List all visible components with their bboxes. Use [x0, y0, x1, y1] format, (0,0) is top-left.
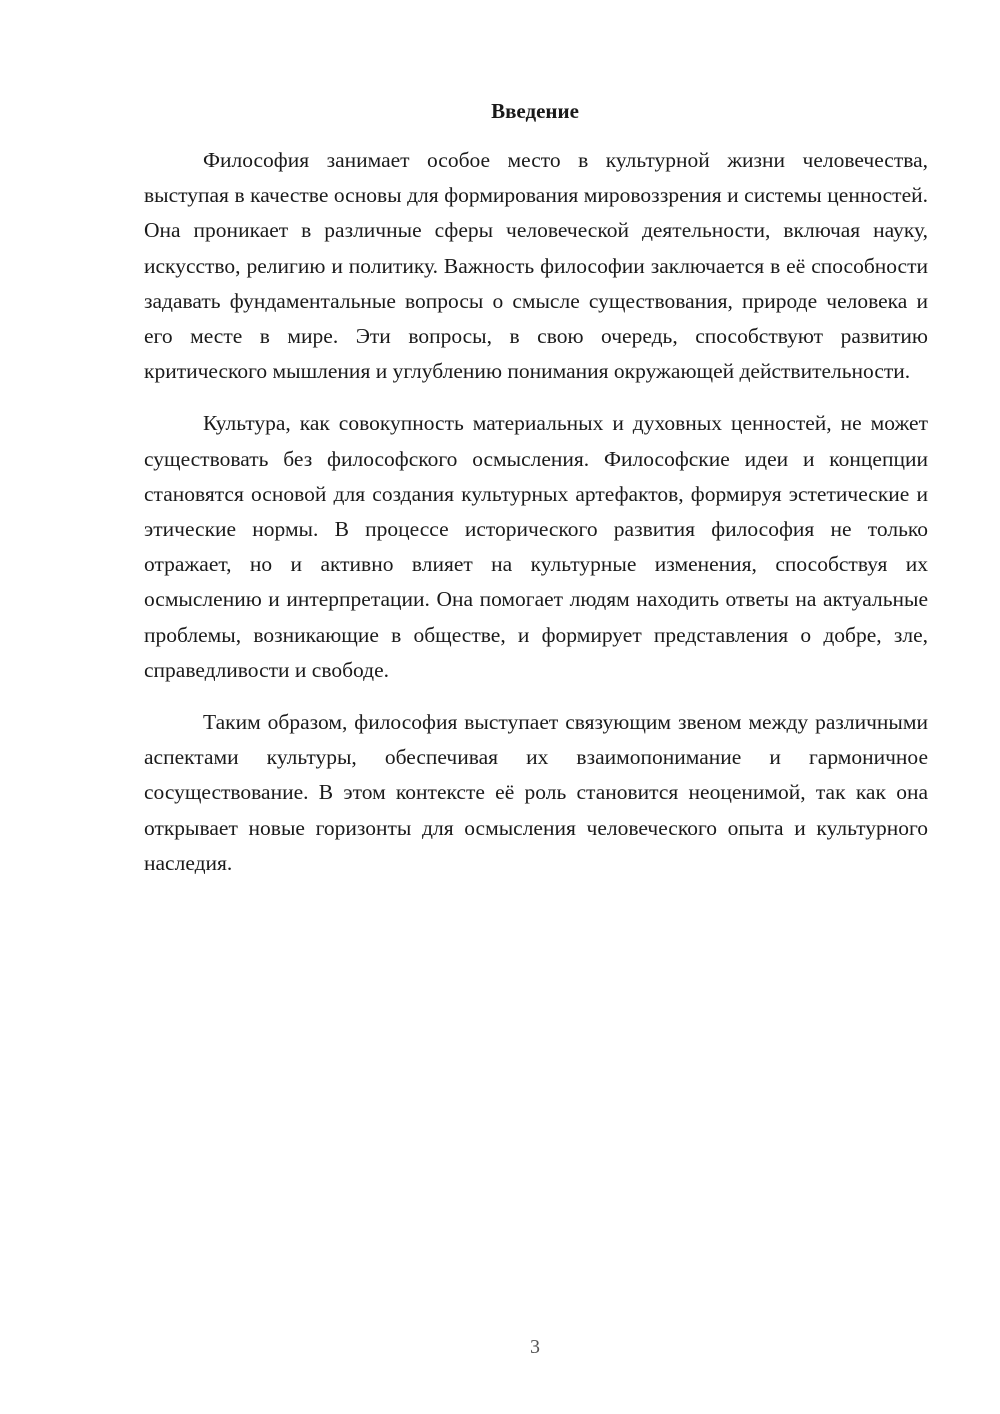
page-title: Введение — [491, 99, 579, 123]
paragraph-1: Философия занимает особое место в культурной жизни человечества, выступая в качестве основы для формирования мировоззрения и системы ценностей. Она проникает в различные сферы человеческой деятельности, включая науку, искусство, религию и политику. Важность философии заключается в её способности задавать фундаментальные вопросы о смысле существования, природе человека и его месте в мире. Эти вопросы, в свою очередь, способствуют развитию критического мышления и углублению понимания окружающей действительности. — [144, 148, 928, 384]
paragraph-3: Таким образом, философия выступает связующим звеном между различными аспектами культуры, обеспечивая их взаимопонимание и гармоничное сосуществование. В этом контексте её роль становится неоценимой, так как она открывает новые горизонты для осмысления человеческого опыта и культурного наследия. — [144, 710, 928, 875]
page-number: 3 — [530, 1336, 540, 1358]
paragraph-2: Культура, как совокупность материальных и духовных ценностей, не может существовать без философского осмысления. Философские идеи и концепции становятся основой для создания культурных артефактов, формируя эстетические и этические нормы. В процессе исторического развития философия не только отражает, но и активно влияет на культурные изменения, способствуя их осмыслению и интерпретации. Она помогает людям находить ответы на актуальные проблемы, возникающие в обществе, и формирует представления о добре, зле, справедливости и свободе. — [144, 411, 928, 682]
document-body — [144, 143, 928, 898]
